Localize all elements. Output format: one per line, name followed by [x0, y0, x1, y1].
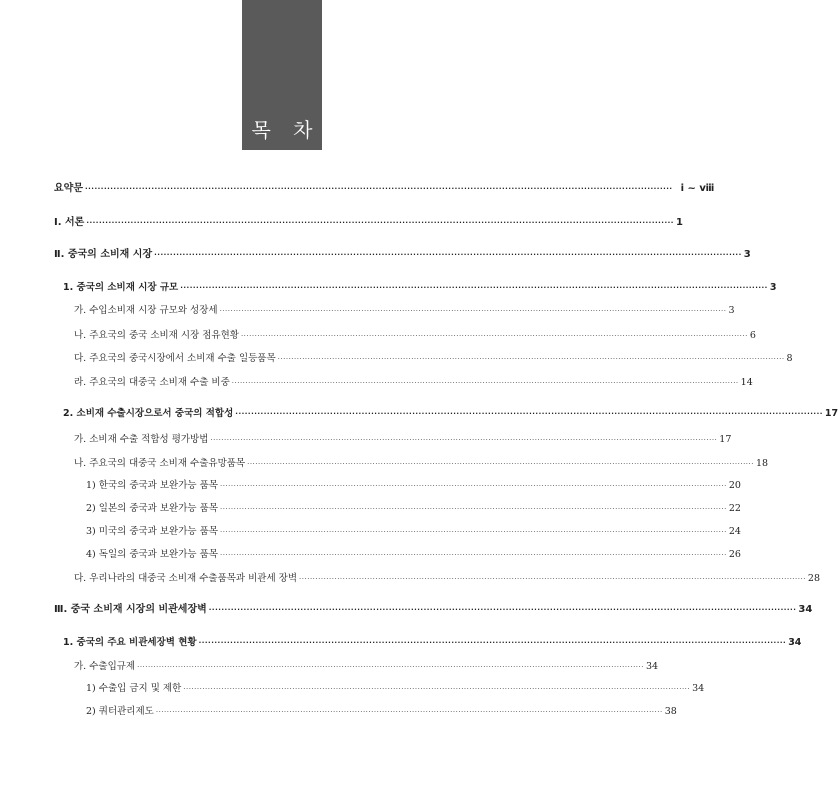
toc-entry[interactable]	[0, 455, 769, 471]
toc-entry-label: 2. 소비재 수출시장으로서 중국의 적합성	[63, 408, 234, 419]
toc-leader-dots: ··························································································································································································	[247, 460, 754, 468]
toc-entry-page: 6	[749, 330, 756, 341]
toc-entry-label: 라. 주요국의 대중국 소비재 수출 비중	[74, 377, 230, 388]
toc-leader-dots: ··························································································································································································	[137, 663, 644, 671]
toc-entry[interactable]	[0, 350, 793, 366]
toc-entry[interactable]	[0, 570, 821, 586]
toc-entry-page: 3	[728, 305, 735, 316]
toc-entry-label: 가. 소비재 수출 적합성 평가방법	[74, 434, 209, 445]
toc-entry-page: 18	[755, 458, 769, 469]
toc-leader-dots: ··························································································································································································	[84, 185, 673, 193]
toc-leader-dots: ··························································································································································································	[219, 551, 727, 559]
toc-leader-dots: ··························································································································································································	[219, 505, 727, 513]
toc-entry[interactable]	[0, 405, 838, 421]
toc-entry-page: 17	[824, 408, 838, 419]
toc-title: 목 차	[251, 118, 321, 142]
toc-entry-label: 요약문	[54, 183, 83, 194]
toc-entry[interactable]	[0, 658, 659, 674]
toc-entry-page: 34	[798, 604, 813, 615]
toc-entry-page: 22	[728, 503, 741, 514]
toc-entry-label: 1) 수출입 금지 및 제한	[86, 683, 182, 694]
toc-entry-page: 3	[769, 282, 777, 293]
toc-entry[interactable]	[0, 680, 705, 696]
toc-leader-dots: ··························································································································································································	[183, 685, 691, 693]
toc-leader-dots: ··························································································································································································	[219, 482, 727, 490]
toc-leader-dots: ··························································································································································································	[86, 219, 674, 227]
toc-entry-page: 26	[728, 549, 741, 560]
toc-entry-label: 다. 주요국의 중국시장에서 소비재 수출 일등품목	[74, 353, 276, 364]
toc-entry-label: 다. 우리나라의 대중국 소비재 수출품목과 비관세 장벽	[74, 573, 298, 584]
toc-entry-label: 3) 미국의 중국과 보완가능 품목	[86, 526, 218, 537]
toc-leader-dots: ··························································································································································································	[240, 332, 748, 340]
toc-leader-dots: ··························································································································································································	[299, 575, 806, 583]
toc-entry[interactable]	[0, 634, 802, 650]
toc-leader-dots: ··························································································································································································	[219, 528, 727, 536]
toc-entry-label: Ⅰ. 서론	[54, 217, 85, 228]
toc-leader-dots: ··························································································································································································	[210, 436, 718, 444]
toc-entry[interactable]	[0, 703, 677, 719]
toc-leader-dots: ··························································································································································································	[277, 355, 785, 363]
toc-entry[interactable]	[0, 500, 741, 516]
toc-entry-label: 2) 쿼터관리제도	[86, 706, 154, 717]
toc-entry-label: Ⅲ. 중국 소비재 시장의 비관세장벽	[54, 604, 207, 615]
toc-entry-page: 20	[728, 480, 741, 491]
toc-entry-label: 1. 중국의 주요 비관세장벽 현황	[63, 637, 197, 648]
toc-entry-label: 나. 주요국의 대중국 소비재 수출유망품목	[74, 458, 246, 469]
toc-entry[interactable]	[0, 213, 683, 229]
toc-entry-label: 가. 수출입규제	[74, 661, 136, 672]
toc-entry[interactable]	[0, 179, 715, 195]
toc-entry[interactable]	[0, 302, 735, 318]
toc-entry-page: 34	[788, 637, 802, 648]
toc-entry[interactable]	[0, 431, 732, 447]
toc-entry-label: Ⅱ. 중국의 소비재 시장	[54, 249, 153, 260]
toc-entry-page: 28	[807, 573, 821, 584]
toc-entry-page: ⅰ ~ ⅷ	[680, 183, 715, 194]
toc-entry-label: 2) 일본의 중국과 보완가능 품목	[86, 503, 218, 514]
toc-entry-page: 24	[728, 526, 741, 537]
toc-entry-page: 38	[664, 706, 677, 717]
toc-entry-page: 17	[719, 434, 732, 445]
toc-leader-dots: ··························································································································································································	[235, 410, 823, 418]
toc-leader-dots: ··························································································································································································	[198, 639, 787, 647]
toc-leader-dots: ··························································································································································································	[155, 708, 663, 716]
toc-entry[interactable]	[0, 327, 756, 343]
toc-entry-page: 34	[645, 661, 659, 672]
toc-entry[interactable]	[0, 546, 741, 562]
toc-leader-dots: ··························································································································································································	[231, 379, 739, 387]
toc-entry-label: 4) 독일의 중국과 보완가능 품목	[86, 549, 218, 560]
toc-entry[interactable]	[0, 279, 777, 295]
toc-leader-dots: ··························································································································································································	[154, 251, 742, 259]
toc-entry-page: 34	[692, 683, 705, 694]
toc-entry-page: 1	[675, 217, 683, 228]
toc-entry[interactable]	[0, 374, 753, 390]
toc-entry-label: 가. 수입소비재 시장 규모와 성장세	[74, 305, 218, 316]
toc-entry-label: 나. 주요국의 중국 소비재 시장 점유현황	[74, 330, 239, 341]
toc-entry-page: 8	[786, 353, 793, 364]
toc-title-box	[242, 0, 322, 150]
toc-entry-page: 14	[740, 377, 753, 388]
toc-entry[interactable]	[0, 600, 813, 616]
toc-leader-dots: ··························································································································································································	[208, 606, 797, 614]
toc-entry[interactable]	[0, 477, 741, 493]
toc-entry-label: 1. 중국의 소비재 시장 규모	[63, 282, 179, 293]
toc-entry[interactable]	[0, 245, 751, 261]
toc-entry-page: 3	[743, 249, 751, 260]
toc-entry[interactable]	[0, 523, 741, 539]
toc-entry-label: 1) 한국의 중국과 보완가능 품목	[86, 480, 218, 491]
toc-leader-dots: ··························································································································································································	[219, 307, 727, 315]
toc-leader-dots: ··························································································································································································	[180, 284, 768, 292]
